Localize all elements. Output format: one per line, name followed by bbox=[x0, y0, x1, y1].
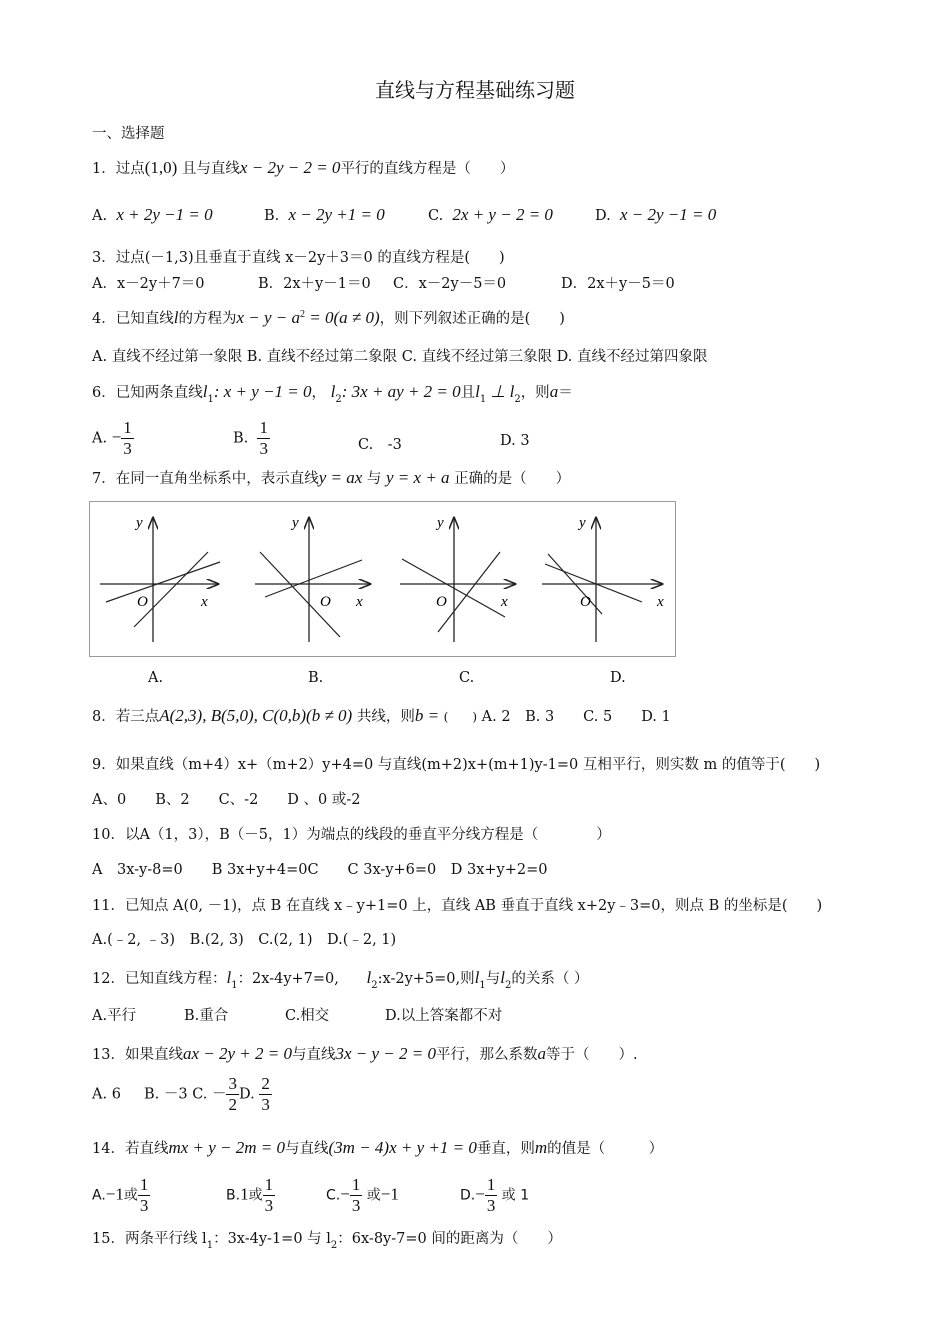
q15-l2-sub: 2 bbox=[330, 1240, 338, 1251]
option-or: 或 bbox=[248, 1187, 263, 1204]
q1-option-b bbox=[264, 205, 385, 225]
q8-points: A(2,3), B(5,0), C(0,b)(b ≠ 0) bbox=[159, 706, 353, 725]
option-equation: x − 2y +1 = 0 bbox=[288, 205, 385, 224]
page-title: 直线与方程基础练习题 bbox=[375, 78, 575, 102]
q1-option-a bbox=[92, 205, 213, 225]
q7-figure-box bbox=[89, 501, 676, 657]
q12-post: 的关系（ ） bbox=[511, 971, 589, 987]
option-label: A. bbox=[92, 1187, 106, 1204]
question-11: 11．已知点 A(0, －1)，点 B 在直线 x﹣y+1=0 上，直线 AB 垂直于直线 x+2y﹣3=0，则点 B 的坐标是( ) bbox=[92, 898, 823, 914]
fraction bbox=[485, 1175, 498, 1216]
q12-option-d: D.以上答案都不对 bbox=[385, 1008, 503, 1024]
option-value: −1 bbox=[380, 1184, 399, 1204]
option-label: C. bbox=[326, 1187, 341, 1204]
graph-b bbox=[255, 515, 370, 642]
question-13 bbox=[92, 1043, 638, 1064]
numerator: 1 bbox=[264, 1175, 274, 1194]
option-label: D. bbox=[460, 1187, 476, 1204]
q14-pre: 14．若直线 bbox=[92, 1141, 169, 1157]
denominator: 3 bbox=[264, 1196, 274, 1215]
option-or: 或 1 bbox=[501, 1187, 530, 1204]
q7-label-a: A. bbox=[148, 670, 164, 686]
numerator: 3 bbox=[228, 1074, 237, 1093]
q4-mid: 的方程为 bbox=[178, 311, 237, 327]
q1-number: 1． bbox=[92, 161, 116, 177]
q6-l1-sub: 1 bbox=[207, 394, 214, 405]
q14-option-d bbox=[460, 1175, 529, 1216]
option-equation: x + 2y −1 = 0 bbox=[116, 205, 213, 224]
q7-eq1: y = ax bbox=[318, 468, 363, 487]
q1-pre: 过点 bbox=[115, 161, 145, 177]
q14-option-a bbox=[92, 1175, 150, 1216]
fraction bbox=[263, 1175, 276, 1216]
question-9: 9．如果直线（m+4）x+（m+2）y+4=0 与直线(m+2)x+(m+1)y-1=0 互相平行，则实数 m 的值等于( ) bbox=[92, 757, 821, 773]
q12-eq2: :x-2y+5=0,则 bbox=[377, 971, 475, 987]
q4-line-symbol: l bbox=[173, 308, 179, 327]
y-axis-label: y bbox=[437, 515, 444, 531]
q12-l2: l bbox=[366, 968, 372, 987]
q13-option-a: A. 6 bbox=[92, 1086, 121, 1103]
q13-pre: 13．如果直线 bbox=[92, 1047, 183, 1063]
q1-option-c bbox=[428, 205, 553, 225]
q7-pre: 7．在同一直角坐标系中，表示直线 bbox=[92, 471, 319, 487]
q10-options: A 3x-y-8=0 B 3x+y+4=0C C 3x-y+6=0 D 3x+y+2=0 bbox=[92, 862, 548, 878]
denominator: 3 bbox=[351, 1196, 361, 1215]
q8-options: A. 2 B. 3 C. 5 D. 1 bbox=[481, 709, 671, 725]
x-axis-label: x bbox=[657, 594, 664, 610]
fraction bbox=[138, 1175, 151, 1216]
denominator: 3 bbox=[259, 439, 268, 458]
q7-mid: 与 bbox=[366, 471, 382, 487]
q4-pre: 4．已知直线 bbox=[92, 311, 174, 327]
numerator: 1 bbox=[123, 418, 132, 437]
denominator: 3 bbox=[123, 439, 132, 458]
q6-eq1: : x + y −1 = 0 bbox=[213, 382, 312, 401]
graph-a bbox=[100, 515, 220, 642]
option-label: B. bbox=[264, 208, 280, 224]
numerator: 1 bbox=[351, 1175, 361, 1194]
q6-l2-sub: 2 bbox=[335, 394, 342, 405]
denominator: 3 bbox=[139, 1196, 149, 1215]
q14-m: m bbox=[534, 1138, 548, 1157]
q13-mid: 与直线 bbox=[291, 1047, 336, 1063]
option-label: D. bbox=[595, 208, 611, 224]
option-label: B. bbox=[233, 430, 249, 447]
q13-option-c-label: C. － bbox=[192, 1086, 227, 1103]
q12-pre: 12．已知直线方程： bbox=[92, 971, 227, 987]
q12-and: 与 bbox=[485, 971, 501, 987]
graph-d bbox=[542, 515, 664, 642]
q6-l2: l bbox=[330, 382, 336, 401]
q12-l2-sub: 2 bbox=[371, 980, 378, 991]
q15-l1-sub: 1 bbox=[206, 1240, 214, 1251]
q6-option-c: C. -3 bbox=[358, 437, 402, 453]
q1-mid: 且与直线 bbox=[177, 161, 240, 177]
q4-post: ，则下列叙述正确的是( ) bbox=[379, 311, 565, 327]
q7-label-b: B. bbox=[308, 670, 324, 686]
q8-pre: 8．若三点 bbox=[92, 709, 160, 725]
q3-option-a: A．x－2y＋7＝0 bbox=[92, 276, 205, 292]
q13-option-d-label: D. bbox=[238, 1086, 255, 1103]
origin-label: O bbox=[436, 594, 447, 610]
q14-eq2: (3m − 4)x + y +1 = 0 bbox=[328, 1138, 477, 1157]
fraction bbox=[121, 418, 134, 459]
q4-equation: x − y − a bbox=[236, 308, 301, 327]
question-10: 10．以A（1，3），B（－5，1）为端点的线段的垂直平分线方程是（ ） bbox=[92, 827, 611, 843]
q3-option-c: C．x－2y－5＝0 bbox=[393, 276, 507, 292]
q1-equation: x − 2y − 2 = 0 bbox=[239, 158, 341, 177]
q12-l2b: l bbox=[500, 968, 505, 987]
x-axis-label: x bbox=[501, 594, 508, 610]
q3-option-d: D．2x＋y－5＝0 bbox=[561, 276, 675, 292]
option-sign: − bbox=[475, 1184, 485, 1204]
q6-option-a bbox=[92, 418, 134, 459]
q4-equation-rest: = 0(a ≠ 0) bbox=[305, 308, 380, 327]
q6-perp-sub2: 2 bbox=[514, 394, 521, 405]
question-1 bbox=[92, 157, 514, 178]
q6-option-b bbox=[233, 418, 270, 459]
q14-option-b bbox=[226, 1175, 275, 1216]
q12-option-c: C.相交 bbox=[285, 1008, 330, 1024]
q4-exponent: 2 bbox=[300, 309, 306, 321]
q6-eq2: : 3x + ay + 2 = 0 bbox=[341, 382, 461, 401]
q6-option-d: D. 3 bbox=[500, 433, 530, 449]
q4-options: A. 直线不经过第一象限 B. 直线不经过第二象限 C. 直线不经过第三象限 D. 直线不经过第四象限 bbox=[92, 349, 708, 365]
q12-option-a: A.平行 bbox=[92, 1008, 137, 1024]
q8-b: b = bbox=[414, 706, 440, 725]
origin-label: O bbox=[580, 594, 591, 610]
q12-l1b: l bbox=[474, 968, 480, 987]
option-equation: x − 2y −1 = 0 bbox=[619, 205, 717, 224]
section-heading: 一、选择题 bbox=[92, 126, 165, 142]
y-axis-label: y bbox=[292, 515, 299, 531]
question-6 bbox=[92, 381, 573, 405]
fraction bbox=[259, 1074, 272, 1115]
denominator: 3 bbox=[486, 1196, 496, 1215]
q8-mid: 共线，则 bbox=[356, 709, 415, 725]
q7-eq2: y = x + a bbox=[386, 468, 450, 487]
option-sign: − bbox=[111, 427, 122, 447]
question-15 bbox=[92, 1227, 562, 1251]
q12-l1: l bbox=[226, 968, 232, 987]
q6-comma: ， bbox=[311, 385, 327, 401]
q14-option-c bbox=[326, 1175, 399, 1216]
q15-post: ：6x-8y-7=0 间的距离为（ ） bbox=[337, 1231, 562, 1247]
fraction bbox=[350, 1175, 363, 1216]
option-label: A. bbox=[92, 430, 108, 447]
option-label: B. bbox=[226, 1187, 241, 1204]
q6-and: 且 bbox=[460, 385, 476, 401]
q12-l1b-sub: 1 bbox=[479, 980, 486, 991]
q12-l1-sub: 1 bbox=[231, 980, 238, 991]
q12-l2b-sub: 2 bbox=[504, 980, 512, 991]
q1-point: (1,0) bbox=[144, 158, 178, 177]
option-equation: 2x + y − 2 = 0 bbox=[452, 205, 553, 224]
q13-post1: 平行，那么系数 bbox=[435, 1047, 538, 1063]
q7-graphs bbox=[90, 502, 675, 656]
option-or: 或 bbox=[366, 1187, 381, 1204]
q12-option-b: B.重合 bbox=[184, 1008, 229, 1024]
option-label: C. bbox=[428, 208, 444, 224]
question-4 bbox=[92, 307, 565, 328]
option-value: −1 bbox=[105, 1184, 124, 1204]
q6-perp-sub1: 1 bbox=[479, 394, 487, 405]
question-14 bbox=[92, 1137, 663, 1158]
q6-then: ，则 bbox=[520, 385, 550, 401]
fraction bbox=[257, 418, 270, 459]
option-label: A. bbox=[92, 208, 108, 224]
q7-post: 正确的是（ ） bbox=[454, 471, 571, 487]
q8-paren: ( ) bbox=[443, 710, 478, 724]
q13-eq1: ax − 2y + 2 = 0 bbox=[182, 1044, 292, 1063]
y-axis-label: y bbox=[136, 515, 143, 531]
option-or: 或 bbox=[123, 1187, 138, 1204]
q6-perp-symbol: ⊥ l bbox=[486, 382, 515, 401]
option-value: 1 bbox=[240, 1184, 249, 1204]
denominator: 3 bbox=[261, 1095, 270, 1114]
q6-l1: l bbox=[202, 382, 208, 401]
q7-label-c: C. bbox=[459, 670, 475, 686]
denominator: 2 bbox=[228, 1095, 237, 1114]
q14-eq1: mx + y − 2m = 0 bbox=[168, 1138, 286, 1157]
q9-options: A、0 B、2 C、-2 D 、0 或-2 bbox=[92, 792, 361, 808]
q13-post2: 等于（ ）. bbox=[545, 1047, 638, 1063]
q13-a: a bbox=[537, 1044, 546, 1063]
option-sign: − bbox=[340, 1184, 350, 1204]
q1-post: 平行的直线方程是（ ） bbox=[340, 161, 515, 177]
q14-mid: 与直线 bbox=[285, 1141, 329, 1157]
numerator: 1 bbox=[486, 1175, 496, 1194]
q6-perp-l1: l bbox=[475, 382, 480, 401]
graph-c bbox=[400, 515, 515, 642]
numerator: 1 bbox=[139, 1175, 149, 1194]
q11-options: A.(﹣2, ﹣3) B.(2, 3) C.(2, 1) D.(﹣2, 1) bbox=[92, 932, 397, 948]
numerator: 2 bbox=[261, 1074, 270, 1093]
numerator: 1 bbox=[259, 418, 268, 437]
x-axis-label: x bbox=[201, 594, 208, 610]
q15-pre: 15．两条平行线 l bbox=[92, 1231, 207, 1247]
q1-option-d bbox=[595, 205, 716, 225]
fraction bbox=[226, 1074, 239, 1115]
q7-label-d: D. bbox=[610, 670, 626, 686]
q13-option-b: B. －3 bbox=[143, 1086, 188, 1103]
q6-a: a bbox=[549, 382, 559, 401]
question-8 bbox=[92, 705, 671, 726]
q15-mid: ：3x-4y-1=0 与 l bbox=[213, 1231, 331, 1247]
q6-equals: ＝ bbox=[558, 385, 573, 401]
question-12 bbox=[92, 967, 588, 991]
q12-eq1: ：2x-4y+7=0, bbox=[237, 971, 339, 987]
question-3: 3．过点(－1,3)且垂直于直线 x－2y＋3＝0 的直线方程是( ) bbox=[92, 250, 505, 266]
q14-post2: 的值是（ ） bbox=[547, 1141, 664, 1157]
y-axis-label: y bbox=[579, 515, 586, 531]
q6-pre: 6．已知两条直线 bbox=[92, 385, 203, 401]
origin-label: O bbox=[137, 594, 148, 610]
q13-options bbox=[92, 1074, 272, 1115]
q13-eq2: 3x − y − 2 = 0 bbox=[335, 1044, 436, 1063]
q3-option-b: B．2x＋y－1＝0 bbox=[258, 276, 371, 292]
origin-label: O bbox=[320, 594, 331, 610]
q14-post1: 垂直，则 bbox=[476, 1141, 535, 1157]
question-7 bbox=[92, 467, 570, 488]
x-axis-label: x bbox=[356, 594, 363, 610]
